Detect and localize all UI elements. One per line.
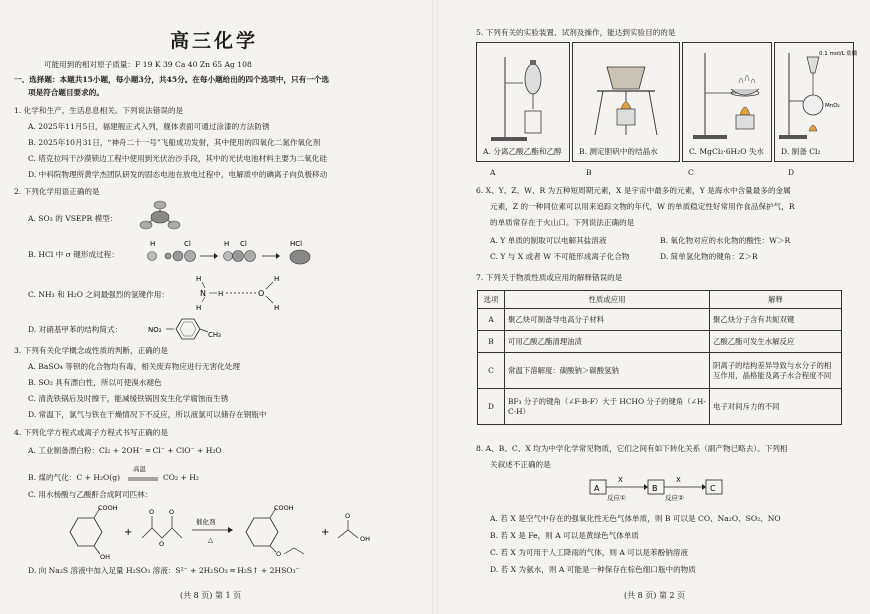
q1-stem: 1. 化学和生产、生活息息相关。下列说法错误的是 xyxy=(14,106,184,115)
h-label-2: H xyxy=(224,240,230,248)
node-a: A xyxy=(594,484,600,493)
h-label: H xyxy=(150,240,156,248)
table-row xyxy=(478,331,842,353)
reaction-2-label: 反应② xyxy=(665,494,684,502)
row-c-option: C xyxy=(478,353,505,389)
q3-option-b: B. SO₂ 具有漂白性，所以可使溴水褪色 xyxy=(28,378,162,387)
q5-option-b: B xyxy=(586,168,592,177)
q6-stem-line1: 6. X、Y、Z、W、R 为五种短周期元素，X 是宇宙中最多的元素，Y 是海水中含量最多的金属 xyxy=(476,186,791,195)
heat-symbol: △ xyxy=(208,536,213,544)
anhydride-o2: O xyxy=(169,508,175,516)
table-row xyxy=(478,389,842,425)
page-title: 高三化学 xyxy=(170,30,259,52)
q6-option-b: B. 氧化物对应的水化物的酸性：W＞R xyxy=(660,236,791,245)
nh3-h-right: H xyxy=(218,290,224,298)
q4-stem: 4. 下列化学方程式或离子方程式书写正确的是 xyxy=(14,428,168,437)
q6-option-c: C. Y 与 X 或者 W 不可能形成离子化合物 xyxy=(490,252,630,261)
x-label-2: X xyxy=(676,476,681,484)
header-option: 选项 xyxy=(478,291,505,309)
q5-option-a: A xyxy=(490,168,496,177)
q2-stem: 2. 下列化学用语正确的是 xyxy=(14,187,100,196)
plus-sign-1: + xyxy=(124,527,133,538)
row-b-option: B xyxy=(478,331,505,353)
atomic-mass-line: 可能用到的相对原子质量：F 19 K 39 Ca 40 Zn 65 Ag 108 xyxy=(44,60,252,69)
separatory-funnel-icon xyxy=(477,43,569,143)
q5-label-d: D. 制备 Cl₂ xyxy=(781,147,821,156)
apparatus-b-box xyxy=(572,42,680,162)
chlorine-generator-icon xyxy=(775,43,858,143)
q3-option-d: D. 常温下，氯气与铁在干燥情况下不反应，所以液氯可以储存在钢瓶中 xyxy=(28,410,267,419)
header-property: 性质或应用 xyxy=(505,291,710,309)
q1-option-a: A. 2025年11月5日，福建舰正式入列，舰体表面可通过涂漆的方法防锈 xyxy=(28,122,270,131)
page-2 xyxy=(438,0,870,614)
nh3-h-bottom: H xyxy=(196,304,202,312)
no2-label: NO₂ xyxy=(148,326,162,334)
q2-option-c: C. NH₃ 和 H₂O 之间最强烈的氢键作用： xyxy=(28,290,169,299)
node-c: C xyxy=(710,484,716,493)
nh3-h-top: H xyxy=(196,275,202,283)
row-a-property: 聚乙炔可制备导电高分子材料 xyxy=(505,309,710,331)
evaporating-dish-icon xyxy=(683,43,771,143)
x-label-1: X xyxy=(618,476,623,484)
q2-option-b: B. HCl 中 σ 键形成过程： xyxy=(28,250,119,259)
q8-option-c: C. 若 X 为可用于人工降雨的气体，则 A 可以是苯酚钠溶液 xyxy=(490,548,688,557)
reaction-1-label: 反应① xyxy=(607,494,626,502)
apparatus-c-box xyxy=(682,42,772,162)
anhydride-o1: O xyxy=(149,508,155,516)
row-b-explanation: 乙酸乙酯可发生水解反应 xyxy=(710,331,842,353)
row-c-explanation: 阴离子的结构差异导致与水分子的相互作用，晶格能及离子水合程度不同 xyxy=(710,353,842,389)
q5-option-d: D xyxy=(788,168,795,177)
q8-option-b: B. 若 X 是 Fe，则 A 可以是黄绿色气体单质 xyxy=(490,531,640,540)
q4-option-b-post: CO₂ + H₂ xyxy=(163,473,199,482)
salicylic-cooh: COOH xyxy=(98,504,118,512)
q1-option-d: D. 中科院物理所黄学杰团队研发的固态电池在放电过程中，电解质中的碘离子向负极移动 xyxy=(28,170,328,179)
reaction-arrow xyxy=(128,476,160,482)
q3-option-a: A. BaSO₄ 等钡的化合物均有毒，相关废弃物应进行无害化处理 xyxy=(28,362,240,371)
table-header-row xyxy=(478,291,842,309)
hydrogen-bond-diagram xyxy=(196,272,296,312)
hcl-reagent-label: 0.1 mol/L 盐酸 xyxy=(819,51,858,57)
q7-stem: 7. 下列关于物质性质或应用的解释错误的是 xyxy=(476,273,623,282)
page-1 xyxy=(0,0,432,614)
aspirin-cooh: COOH xyxy=(274,504,294,512)
q4-option-b-pre: B. 煤的气化：C + H₂O(g) xyxy=(28,473,121,482)
q1-option-c: C. 塔克拉玛干沙漠锁边工程中使用到光伏治沙手段，其中的光伏电池材料主要为二氧化硅 xyxy=(28,154,327,163)
node-b: B xyxy=(652,484,658,493)
q5-stem: 5. 下列有关的实验装置、试剂及操作，能达到实验目的的是 xyxy=(476,28,676,37)
apparatus-d-box xyxy=(774,42,858,162)
acetic-o: O xyxy=(345,512,351,520)
q8-option-a: A. 若 X 是空气中存在的强氧化性无色气体单质，则 B 可以是 CO、Na₂O、SO₂、NO xyxy=(490,514,781,523)
q6-option-a: A. Y 单质的制取可以电解其盐溶液 xyxy=(490,236,607,245)
plus-sign-2: + xyxy=(321,527,330,538)
q3-option-c: C. 清洗铁锅后及时擦干，能减缓铁锅因发生化学腐蚀而生锈 xyxy=(28,394,229,403)
q4-condition-high-temp: 高温 xyxy=(133,465,146,473)
apparatus-a-box xyxy=(476,42,570,162)
table-row xyxy=(478,353,842,389)
q8-option-d: D. 若 X 为氨水，则 A 可能是一种保存在棕色细口瓶中的物质 xyxy=(490,565,696,574)
q5-label-a: A. 分离乙酸乙酯和乙醇 xyxy=(483,147,562,156)
row-b-property: 可用乙酸乙酯清理油渍 xyxy=(505,331,710,353)
n-atom: N xyxy=(200,289,206,298)
q4-option-d: D. 向 Na₂S 溶液中加入足量 H₂SO₃ 溶液：S²⁻ + 2H₂SO₃ ═ H₂S↑ + 2HSO₃⁻ xyxy=(28,566,300,575)
page-2-footer: (共 8 页) 第 2 页 xyxy=(624,591,686,600)
q8-transformation-diagram xyxy=(584,472,744,504)
q5-label-c: C. MgCl₂·6H₂O 失水 xyxy=(689,147,765,156)
q2-option-a: A. SO₃ 的 VSEPR 模型： xyxy=(28,214,118,223)
hcl-label: HCl xyxy=(290,240,303,248)
vsepr-model-diagram xyxy=(138,196,182,234)
header-explanation: 解释 xyxy=(710,291,842,309)
section-heading: 一、选择题：本题共15小题，每小题3分，共45分。在每小题给出的四个选项中，只有一个选 xyxy=(14,75,329,84)
cl-label: Cl xyxy=(184,240,191,248)
q1-option-b: B. 2025年10月31日，“神舟二十一号”飞船成功发射，其中使用的四氧化二氮作氧化剂 xyxy=(28,138,321,147)
q5-label-b: B. 测定胆矾中的结晶水 xyxy=(579,147,658,156)
salicylic-oh: OH xyxy=(100,553,111,561)
o-atom: O xyxy=(258,289,265,298)
mno2-label: MnO₂ xyxy=(825,103,840,109)
q7-table xyxy=(477,290,842,425)
hcl-bond-formation-diagram xyxy=(140,236,330,268)
q3-stem: 3. 下列有关化学概念或性质的判断，正确的是 xyxy=(14,346,168,355)
table-row xyxy=(478,309,842,331)
q6-stem-line3: 的单质常存在于火山口。下列说法正确的是 xyxy=(490,218,635,227)
anhydride-o3: O xyxy=(159,540,165,548)
row-a-explanation: 聚乙炔分子含有共轭双键 xyxy=(710,309,842,331)
section-heading-cont: 项是符合题目要求的。 xyxy=(28,88,104,97)
q6-option-d: D. 简单氢化物的键角：Z＞R xyxy=(660,252,758,261)
aspirin-ester-o: O xyxy=(276,550,282,558)
acetic-oh: OH xyxy=(360,535,371,543)
q5-option-c: C xyxy=(688,168,694,177)
row-c-property: 常温下溶解度：碳酸钠＞碳酸氢钠 xyxy=(505,353,710,389)
q4-option-a: A. 工业制备漂白粉：Cl₂ + 2OH⁻ ═ Cl⁻ + ClO⁻ + H₂O xyxy=(28,446,222,455)
q4-option-c: C. 用水杨酸与乙酸酐合成阿司匹林： xyxy=(28,490,153,499)
q2-option-d: D. 对硝基甲苯的结构简式： xyxy=(28,325,123,334)
q6-stem-line2: 元素，Z 的一种同位素可以用来追踪文物的年代，W 的单质稳定性好常用作食品保护气，R xyxy=(490,202,795,211)
p-nitrotoluene-structure xyxy=(148,316,238,342)
catalyst-label: 催化剂 xyxy=(196,518,216,526)
crucible-heating-icon xyxy=(573,43,679,143)
q8-stem-line2: 关叙述不正确的是 xyxy=(490,460,551,469)
cl-label-2: Cl xyxy=(240,240,247,248)
row-d-option: D xyxy=(478,389,505,425)
row-d-property: BF₃ 分子的键角（∠F-B-F）大于 HCHO 分子的键角（∠H-C-H） xyxy=(505,389,710,425)
aspirin-synthesis-scheme xyxy=(56,502,396,562)
h2o-h-top: H xyxy=(274,275,280,283)
h2o-h-bottom: H xyxy=(274,304,280,312)
page-1-footer: (共 8 页) 第 1 页 xyxy=(180,591,242,600)
row-a-option: A xyxy=(478,309,505,331)
ch3-label: CH₃ xyxy=(208,331,221,339)
q8-stem-line1: 8. A、B、C、X 均为中学化学常见物质，它们之间有如下转化关系（副产物已略去）。下列相 xyxy=(476,444,788,453)
row-d-explanation: 电子对间斥力的不同 xyxy=(710,389,842,425)
